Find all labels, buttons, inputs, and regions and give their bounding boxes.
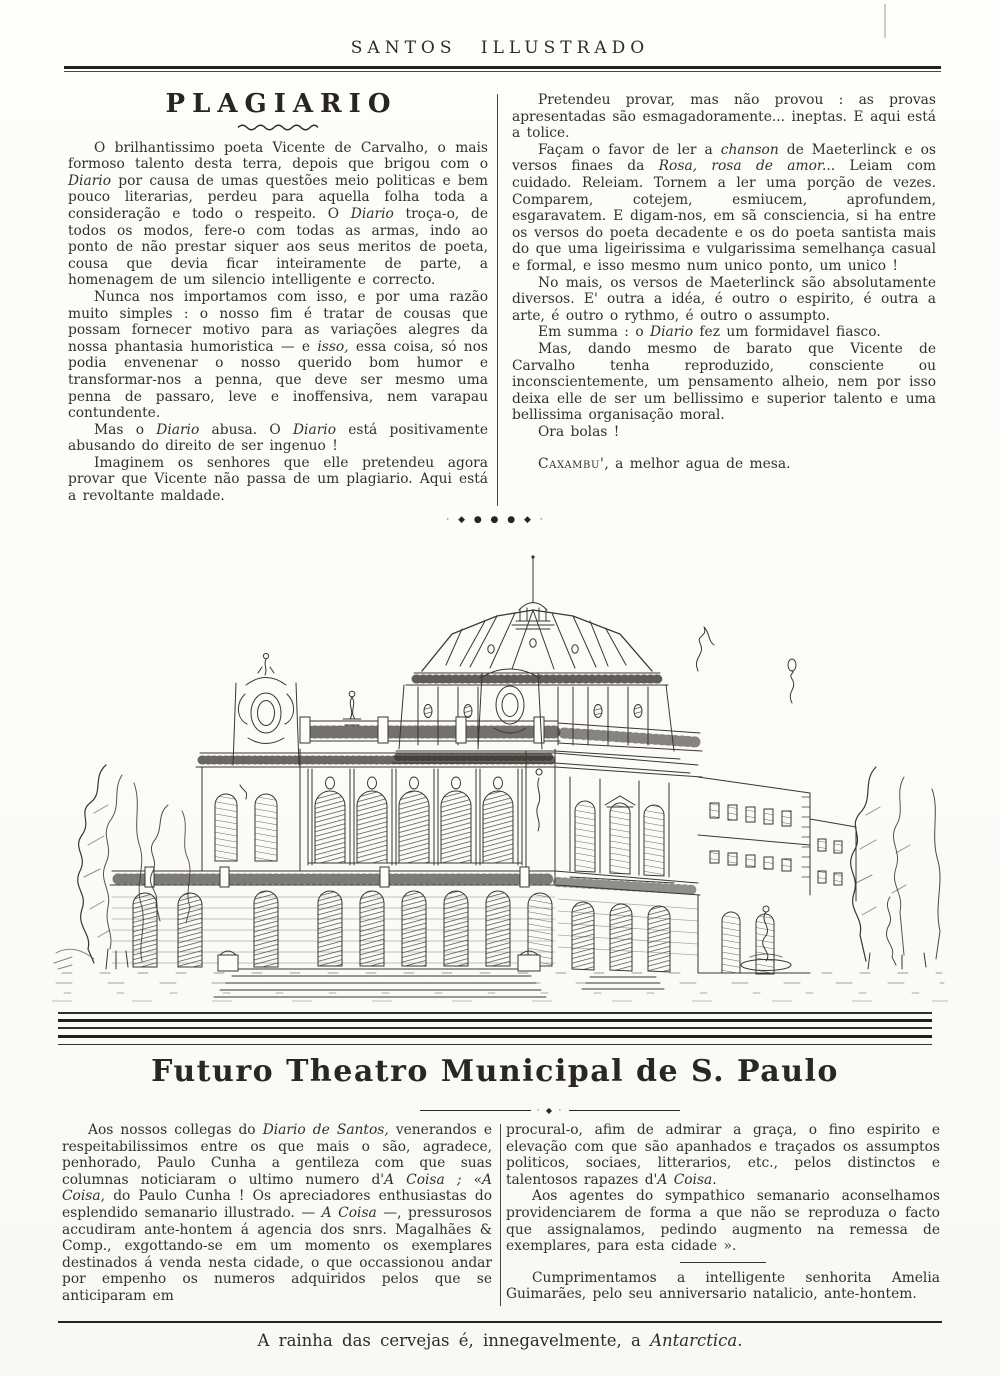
masthead-rule-thick — [64, 66, 941, 69]
paragraph: procural-o, afim de admirar a graça, o fino espirito e elevação com que são apanhados e traçados os assumptos politicos, sociaes, litterarios, etc., pelos distinctos e talentosos rapazes d'A Coisa. — [506, 1122, 940, 1188]
paragraph: Aos agentes do sympathico semanario aconselhamos providenciarem de forma a que não se reproduza o facto que assignalamos, pedindo augmento na remessa de exemplares, para esta cidade ». — [506, 1188, 940, 1255]
paragraph-divider-rule — [680, 1262, 766, 1263]
article-acoisa-right-column — [506, 1122, 940, 1303]
illustration-base-rule — [58, 1035, 932, 1038]
paragraph: Nunca nos importamos com isso, e por uma razão muito simples : o nosso fim é tratar de cousas que possam fornecer motivo para as variações alegres da nossa phantasia humoristica — e isso, essa coisa, só nos podia envenenar o nosso querido bom humor e transformar-nos a penna, que deve ser mesmo uma penna de passaro, leve e inoffensiva, nem varapau contundente. — [68, 288, 488, 422]
paragraph: Cumprimentamos a intelligente senhorita Amelia Guimarães, pelo seu anniversario natalicio, ante-hontem. — [506, 1269, 940, 1303]
caption-divider-line — [569, 1110, 680, 1112]
paragraph: Imaginem os senhores que elle pretendeu agora provar que Vicente não passa de um plagiario. Aqui está a revoltante maldade. — [68, 454, 488, 505]
caption-divider-ornament: · ◆ · — [536, 1106, 564, 1115]
caption-divider — [420, 1106, 680, 1115]
masthead-rule-thin — [64, 71, 941, 72]
illustration-base-rule — [58, 1012, 932, 1014]
piano-nobile-front — [202, 749, 555, 883]
spire-and-lantern — [512, 555, 554, 629]
right-wing — [698, 777, 856, 901]
paragraph: Façam o favor de ler a chanson de Maeterlinck e os versos finaes da Rosa, rosa de amor... Leiam com cuidado. Releiam. Tornem a ler uma porção de vezes. Comparem, cotejem, esmiucem, aprofundem, esgaravatem. E digam-nos, em sã consciencia, si ha entre os versos do poeta decadente e os do poeta santista mais do que uma ligeirissima e vulgarissima semelhança casual e formal, e isso mesmo num unico ponto, um unico ! — [512, 141, 937, 274]
paragraph: Em summa : o Diario fez um formidavel fiasco. — [538, 324, 881, 341]
front-stairs — [214, 951, 664, 997]
paragraph: O brilhantissimo poeta Vicente de Carvalho, o mais formoso talento desta terra, depois que brigou com o Diario por causa de umas questões meio politicas e bem pouco literarias, perdeu para aquella folha toda a consideração e todo o respeito. O Diario troça-o, de todos os modos, fere-o com todas as armas, indo ao ponto de não prestar siquer aos seus meritos de poeta, cousa que devia ficar inteiramente de parte, a homenagem de um silencio intelligente e correcto. — [68, 139, 488, 289]
theatro-municipal-illustration — [50, 553, 950, 1005]
trees-left — [54, 765, 190, 969]
parapet-statue — [343, 691, 361, 725]
main-cornice — [196, 753, 702, 777]
caxambu-ad-line: Caxambu', a melhor agua de mesa. — [538, 456, 791, 473]
section-divider-ornament: · ◆ ● ● ● ◆ · — [446, 515, 546, 525]
attic-balustrade — [300, 717, 702, 751]
illustration-caption: Futuro Theatro Municipal de S. Paulo — [151, 1054, 839, 1089]
roof-finials — [696, 627, 796, 703]
article-acoisa-left-column — [62, 1122, 492, 1305]
ground-floor — [112, 891, 810, 974]
paragraph: Ora bolas ! — [538, 423, 620, 440]
paragraph: Mas o Diario abusa. O Diario está positivamente abusando do direito de ser ingenuo ! — [68, 421, 488, 455]
illustration-base-rule — [58, 1019, 932, 1022]
scan-artifact-mark — [884, 4, 886, 38]
engraving-strokes — [52, 555, 948, 1001]
illustration-base-rule — [58, 1027, 932, 1029]
paragraph: Aos nossos collegas do Diario de Santos, venerandos e respeitabilissimos entre os que mais o são, agradece, penhorado, Paulo Cunha a gentileza com que suas columnas noticiaram o ultimo numero d'A Coisa ; «A Coisa, do Paulo Cunha ! Os apreciadores enthusiastas do esplendido semanario illustrado. — A Coisa —, pressurosos accudiram ante-hontem á agencia dos snrs. Magalhães & Comp., exgottando-se em um momento os exemplares destinados á venda nesta cidade, o que occassionou andar por empenho os numeros adquiridos pelos que se anticiparam em — [62, 1122, 493, 1304]
article-plagiario-left-column — [68, 88, 488, 505]
article-title: PLAGIARIO — [165, 89, 398, 119]
paragraph: No mais, os versos de Maeterlinck são absolutamente diversos. E' outra a idéa, é outro o espirito, é outra a arte, é outro o rythmo, é outro o assumpto. — [512, 274, 936, 324]
masthead-title: SANTOS ILLUSTRADO — [350, 38, 650, 58]
illustration-base-rule — [58, 1044, 932, 1045]
article-plagiario-right-column — [512, 92, 936, 473]
title-underline-squiggle — [236, 122, 320, 131]
trees-right — [851, 767, 940, 969]
paragraph: Mas, dando mesmo de barato que Vicente de Carvalho tenha reproduzido, consciente ou inconscientemente, um pensamento alheio, nem por isso deixa elle de ser um bellissimo e superior talento e uma bellissima organisação moral. — [512, 340, 936, 424]
caption-divider-line — [420, 1110, 531, 1112]
side-facade — [570, 777, 674, 883]
left-gable-tower — [233, 653, 299, 765]
column-divider-top — [497, 94, 498, 506]
column-divider-bottom — [500, 1124, 501, 1306]
paragraph: Pretendeu provar, mas não provou : as provas apresentadas são esmagadoramente... ineptas. E aqui está a tolice. — [512, 92, 936, 142]
dome — [406, 610, 668, 685]
antarctica-ad-banner: A rainha das cervejas é, innegavelmente, a Antarctica. — [257, 1331, 743, 1350]
footer-rule — [58, 1321, 942, 1323]
